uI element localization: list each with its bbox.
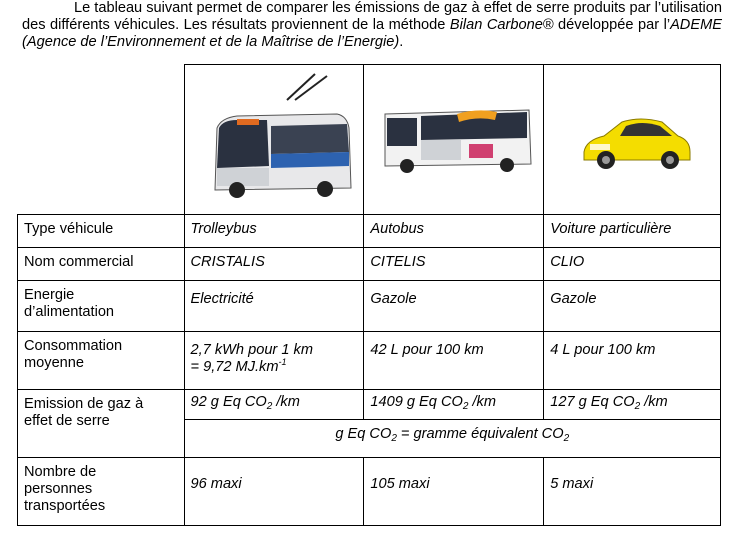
cell-value: 96 maxi [184,458,364,526]
cell-value: Electricité [184,281,364,332]
row-label-line: transportées [24,498,106,514]
empty-cell [18,65,185,215]
table-row [18,332,721,390]
subscript: 2 [462,401,469,412]
comparison-table [17,64,721,526]
cell-value [184,390,364,420]
cell-value: CRISTALIS [184,248,364,281]
row-label [18,458,185,526]
cell-value [364,390,544,420]
cell-value: CLIO [544,248,721,281]
row-label-line: effet de serre [24,413,110,429]
row-label-line: Consommation [24,338,123,354]
emission-value: 1409 g Eq CO [370,394,463,410]
unit: /km [468,394,496,410]
row-label: Nom commercial [18,248,185,281]
cell-value [184,332,364,390]
row-label [18,390,185,458]
intro-period: . [399,34,404,50]
cell-line-text: = 9,72 MJ.km [190,359,279,375]
car-photo [570,100,700,180]
table-row [18,248,721,281]
agency-name: ADEME (Agence de l’Environnement et de la Maîtrise de l’Energie) [22,17,722,50]
subscript: 2 [266,401,273,412]
cell-value: Autobus [364,215,544,248]
car-image-cell [544,65,721,215]
cell-value: Trolleybus [184,215,364,248]
co2-note [184,420,721,458]
row-label-line: Emission de gaz à [24,396,144,412]
trolleybus-image-cell [184,65,364,215]
cell-value [544,390,721,420]
cell-value: Gazole [364,281,544,332]
table-row [18,458,721,526]
table-row [18,390,721,420]
superscript: -1 [278,357,287,368]
row-label-line: moyenne [24,355,85,371]
cell-line [191,359,364,376]
emission-value: 127 g Eq CO [550,394,635,410]
emission-value: 92 g Eq CO [190,394,267,410]
cell-value: 105 maxi [364,458,544,526]
table-row [18,281,721,332]
table-row [18,215,721,248]
cell-value: 4 L pour 100 km [544,332,721,390]
intro-text: Le tableau suivant permet de comparer les émissions de gaz à effet de serre produits par l’utilisation des différents véhicules. Les résultats proviennent de la méthode [22,0,722,33]
intro-text-2: développée par l’ [553,17,671,33]
subscript: 2 [391,433,397,444]
autobus-photo [377,100,537,180]
row-label: Type véhicule [18,215,185,248]
cell-value: 5 maxi [544,458,721,526]
trolleybus-photo [197,70,357,210]
image-row [18,65,721,215]
cell-value: CITELIS [364,248,544,281]
row-label-line: Nombre de [24,464,97,480]
note-text: g Eq CO [335,426,392,442]
cell-line: 2,7 kWh pour 1 km [190,342,313,358]
cell-value: Voiture particulière [544,215,721,248]
cell-value: Gazole [544,281,721,332]
method-name: Bilan Carbone® [449,17,554,33]
row-label [18,281,185,332]
unit: /km [640,394,668,410]
row-label-line: Energie [24,287,75,303]
row-label-line: d’alimentation [24,304,115,320]
row-label-line: personnes [24,481,93,497]
row-label [18,332,185,390]
subscript: 2 [563,433,570,444]
autobus-image-cell [364,65,544,215]
unit: /km [272,394,300,410]
note-text: = gramme équivalent CO [396,426,564,442]
intro-paragraph [22,0,722,51]
cell-value: 42 L pour 100 km [364,332,544,390]
subscript: 2 [634,401,641,412]
